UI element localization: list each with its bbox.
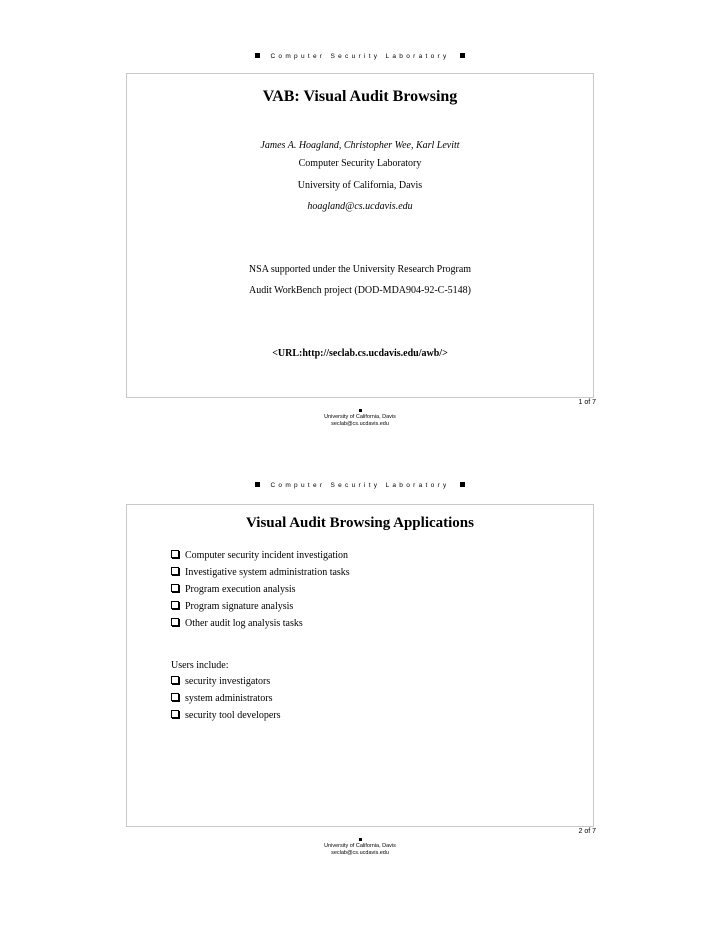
- slide-title: Visual Audit Browsing Applications: [246, 515, 474, 531]
- checkbox-bullet-icon: [171, 601, 179, 609]
- list-item: Computer security incident investigation: [171, 547, 350, 564]
- header-text: Computer Security Laboratory: [270, 482, 450, 489]
- authors: James A. Hoagland, Christopher Wee, Karl Levitt: [260, 140, 460, 151]
- checkbox-bullet-icon: [171, 584, 179, 592]
- header-square-icon: [255, 53, 260, 58]
- page-number: 2 of 7: [578, 828, 596, 835]
- affiliation-university: University of California, Davis: [297, 180, 423, 191]
- footer: [0, 838, 720, 857]
- footer-email: seclab@cs.ucdavis.edu: [331, 421, 389, 427]
- list-item: system administrators: [171, 690, 281, 707]
- checkbox-bullet-icon: [171, 618, 179, 626]
- header-text: Computer Security Laboratory: [270, 53, 450, 60]
- slide-title: VAB: Visual Audit Browsing: [262, 88, 458, 105]
- list-item: security tool developers: [171, 707, 281, 724]
- checkbox-bullet-icon: [171, 550, 179, 558]
- list-item: security investigators: [171, 673, 281, 690]
- slide-1: [126, 73, 594, 398]
- users-label: Users include:: [171, 660, 229, 671]
- header-square-icon: [460, 53, 465, 58]
- checkbox-bullet-icon: [171, 676, 179, 684]
- page-number: 1 of 7: [578, 399, 596, 406]
- checkbox-bullet-icon: [171, 567, 179, 575]
- lab-header: [0, 53, 720, 60]
- checkbox-bullet-icon: [171, 693, 179, 701]
- footer-university: University of California, Davis: [324, 414, 396, 420]
- slide-2: [126, 504, 594, 827]
- footer-university: University of California, Davis: [324, 843, 396, 849]
- list-item: Investigative system administration tasks: [171, 564, 350, 581]
- users-list: [171, 673, 281, 724]
- list-item: Program execution analysis: [171, 581, 350, 598]
- application-list: [171, 547, 350, 632]
- footer: [0, 409, 720, 428]
- email: hoagland@cs.ucdavis.edu: [307, 201, 413, 212]
- affiliation-lab: Computer Security Laboratory: [298, 158, 422, 169]
- list-item: Program signature analysis: [171, 598, 350, 615]
- header-square-icon: [255, 482, 260, 487]
- support-line-1: NSA supported under the University Research Program: [248, 264, 472, 275]
- list-item: Other audit log analysis tasks: [171, 615, 350, 632]
- checkbox-bullet-icon: [171, 710, 179, 718]
- footer-square-icon: [359, 409, 362, 412]
- support-line-2: Audit WorkBench project (DOD-MDA904-92-C-5148): [248, 285, 472, 296]
- footer-square-icon: [359, 838, 362, 841]
- lab-header: [0, 482, 720, 489]
- url-text: <URL:http://seclab.cs.ucdavis.edu/awb/>: [272, 348, 448, 359]
- header-square-icon: [460, 482, 465, 487]
- footer-email: seclab@cs.ucdavis.edu: [331, 850, 389, 856]
